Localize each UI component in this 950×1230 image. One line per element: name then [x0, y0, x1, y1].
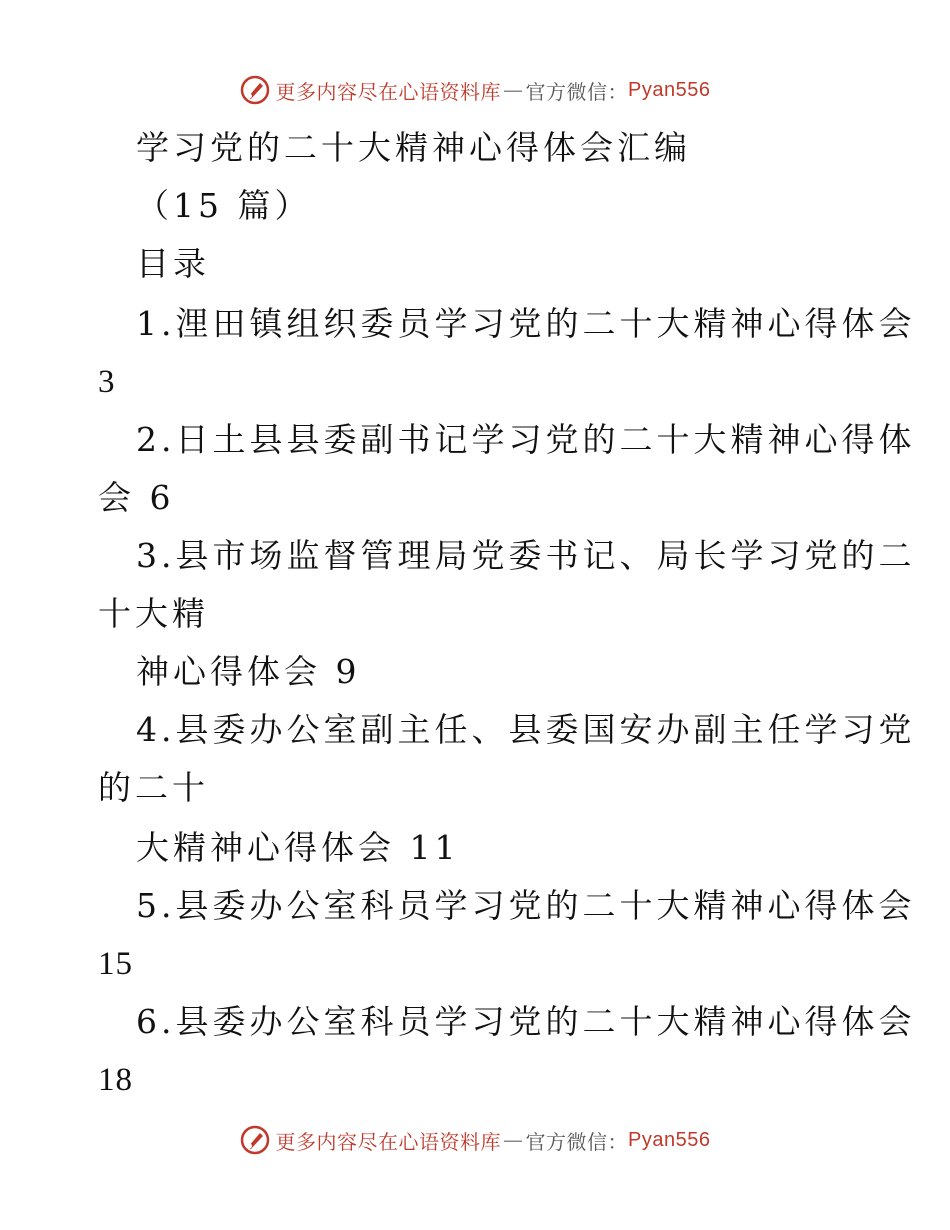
footer-watermark: [0, 1120, 950, 1160]
watermark-wechat-label: 官方微信：: [525, 79, 629, 104]
toc-item-3-line-1: 3.县市场监督管理局党委书记、局长学习党的二: [136, 536, 916, 575]
toc-item-2-line-2: 会 6: [98, 478, 175, 517]
watermark-dash: —: [503, 1128, 524, 1152]
toc-item-3-line-2: 十大精: [98, 594, 209, 633]
watermark-dash: —: [503, 78, 524, 102]
toc-item-5-line-1: 5.县委办公室科员学习党的二十大精神心得体会: [136, 886, 916, 925]
watermark-wechat-id: Pyan556: [628, 78, 711, 101]
toc-item-1-line-1: 1.浬田镇组织委员学习党的二十大精神心得体会: [136, 304, 916, 343]
watermark-text: 更多内容尽在心语资料库: [275, 79, 502, 104]
toc-heading: 目录: [136, 244, 210, 283]
toc-item-3-line-3: 神心得体会 9: [136, 652, 361, 691]
document-title: 学习党的二十大精神心得体会汇编: [136, 128, 691, 167]
watermark-text: 更多内容尽在心语资料库: [275, 1129, 502, 1154]
toc-item-4-line-1: 4.县委办公室副主任、县委国安办副主任学习党: [136, 710, 916, 749]
header-watermark: [0, 70, 950, 110]
pen-logo-icon: [240, 1125, 270, 1155]
pen-logo-icon: [240, 75, 270, 105]
toc-item-6-line-1: 6.县委办公室科员学习党的二十大精神心得体会: [136, 1002, 916, 1041]
toc-item-2-line-1: 2.日土县县委副书记学习党的二十大精神心得体: [136, 420, 916, 459]
watermark-wechat-label: 官方微信：: [525, 1129, 629, 1154]
toc-item-4-line-2: 的二十: [98, 768, 209, 807]
toc-item-1-line-2: 3: [98, 364, 116, 400]
toc-item-6-line-2: 18: [98, 1062, 133, 1098]
toc-item-4-line-3: 大精神心得体会 11: [136, 828, 460, 867]
article-count: （15 篇）: [136, 186, 312, 225]
toc-item-5-line-2: 15: [98, 946, 133, 982]
watermark-wechat-id: Pyan556: [628, 1128, 711, 1151]
